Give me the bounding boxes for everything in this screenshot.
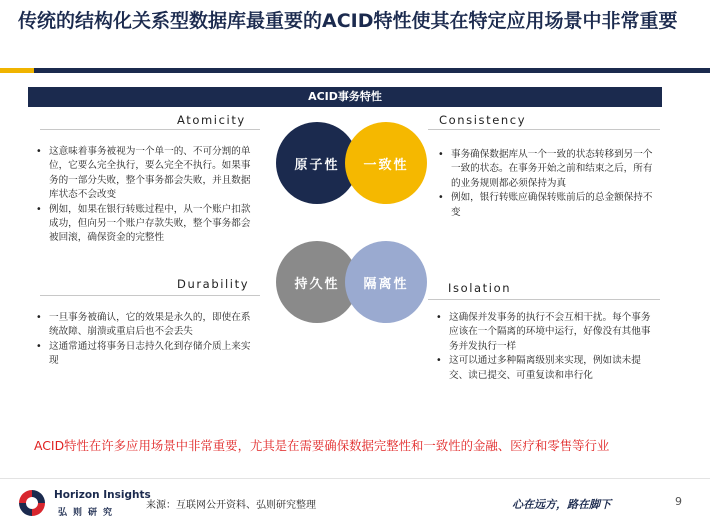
title-rule: [34, 68, 710, 73]
title-rule-accent: [0, 68, 34, 73]
isolation-circle-label: 隔离性: [363, 276, 409, 292]
isolation-bullet: • 这确保并发事务的执行不会互相干扰。每个事务应该在一个隔离的环境中运行，好像没有其他事务并发执行一样: [436, 311, 660, 354]
atomicity-bullets: [36, 145, 254, 246]
consistency-bullet: • 事务确保数据库从一个一致的状态转移到另一个一致的状态。在事务开始之前和结束之后，所有的业务规则都必须保持为真: [438, 148, 660, 191]
durability-bullets: [36, 311, 254, 369]
acid-banner: ACID事务特性: [28, 87, 662, 107]
consistency-bullets: [438, 148, 660, 220]
isolation-circle: [345, 241, 427, 323]
summary-note: ACID特性在许多应用场景中非常重要，尤其是在需要确保数据完整性和一致性的金融、医疗和零售等行业: [34, 438, 610, 453]
slogan: 心在远方，路在脚下: [512, 498, 611, 511]
durability-heading: Durability: [177, 277, 250, 291]
footer-divider: [0, 478, 710, 479]
atomicity-bullet: • 例如，如果在银行转账过程中，从一个账户扣款成功，但向另一个账户存款失败，整个事务都会被回滚，确保资金的完整性: [36, 203, 254, 246]
durability-bullet: • 一旦事务被确认，它的效果是永久的，即使在系统故障、崩溃或重启后也不会丢失: [36, 311, 254, 340]
isolation-rule: [428, 299, 660, 300]
consistency-circle: [345, 122, 427, 204]
isolation-bullet: • 这可以通过多种隔离级别来实现，例如读未提交、读已提交、可重复读和串行化: [436, 354, 660, 383]
isolation-bullets: [436, 311, 660, 383]
source-note: 来源：互联网公开资料、弘则研究整理: [146, 500, 316, 511]
logo-text-cn: 弘则研究: [58, 508, 119, 518]
consistency-rule: [428, 129, 660, 130]
atomicity-circle-label: 原子性: [294, 157, 340, 173]
horizon-logo-icon: [16, 487, 48, 519]
consistency-bullet: • 例如，银行转账应确保转账前后的总金额保持不变: [438, 191, 660, 220]
durability-rule: [40, 295, 260, 296]
logo-text-en: Horizon Insights: [54, 489, 151, 501]
atomicity-rule: [40, 129, 260, 130]
durability-circle-label: 持久性: [294, 276, 340, 292]
durability-bullet: • 这通常通过将事务日志持久化到存储介质上来实现: [36, 340, 254, 369]
consistency-circle-label: 一致性: [363, 157, 409, 173]
page-title: 传统的结构化关系型数据库最重要的ACID特性使其在特定应用场景中非常重要: [18, 10, 678, 32]
isolation-heading: Isolation: [448, 281, 512, 295]
consistency-heading: Consistency: [439, 113, 527, 127]
page-number: 9: [675, 495, 682, 508]
atomicity-bullet: • 这意味着事务被视为一个单一的、不可分割的单位，它要么完全执行，要么完全不执行。如果事务的一部分失败，整个事务都会失败，并且数据库状态不会改变: [36, 145, 254, 203]
atomicity-heading: Atomicity: [177, 113, 246, 127]
